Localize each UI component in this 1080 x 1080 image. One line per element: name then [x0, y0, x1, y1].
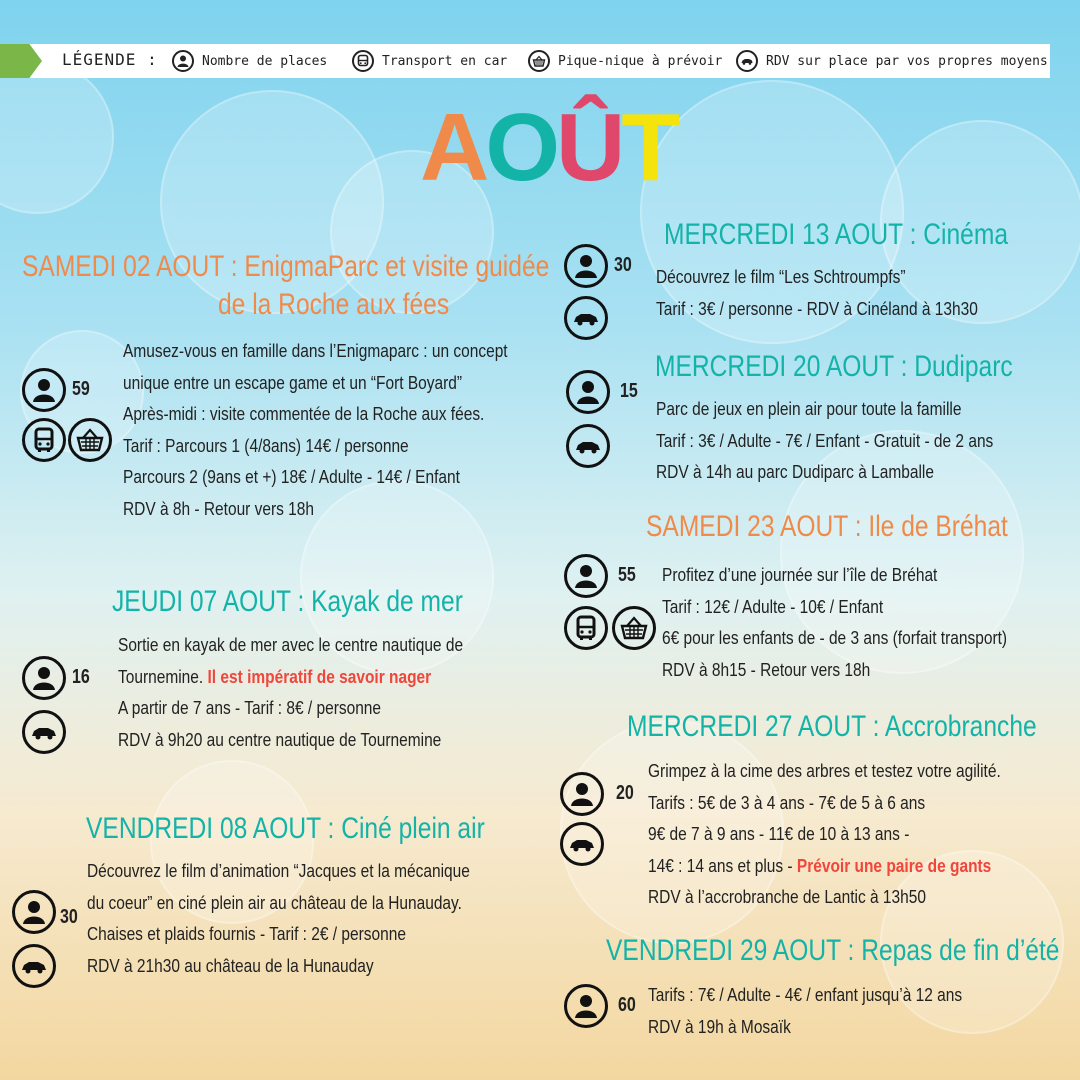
- text-line: RDV à 8h15 - Retour vers 18h: [662, 659, 871, 680]
- bus-icon: [352, 50, 374, 72]
- places-count: 55: [618, 564, 636, 586]
- event-title: JEUDI 07 AOUT : Kayak de mer: [112, 585, 463, 618]
- places-count: 59: [72, 378, 90, 400]
- legend-item-car: [736, 50, 1048, 72]
- text-line: [118, 662, 463, 694]
- car-icon: [736, 50, 758, 72]
- event-title: MERCREDI 27 AOUT : Accrobranche: [627, 710, 1037, 743]
- legend-flag: [0, 44, 42, 78]
- text-line: RDV à 21h30 au château de la Hunauday: [87, 955, 374, 976]
- text-line: [648, 851, 1001, 883]
- month-title: [420, 94, 676, 201]
- legend-item-basket: [528, 50, 722, 72]
- month-letter: Û: [556, 94, 622, 201]
- event-title: SAMEDI 23 AOUT : Ile de Bréhat: [646, 510, 1008, 543]
- person-icon: [560, 772, 604, 816]
- event-description: [662, 560, 1007, 686]
- car-icon: [566, 424, 610, 468]
- legend-label-places: Nombre de places: [202, 53, 328, 69]
- bus-icon: [22, 418, 66, 462]
- text-line: Chaises et plaids fournis - Tarif : 2€ / personne: [87, 924, 406, 944]
- legend-item-places: [172, 50, 327, 72]
- text-line: Tarifs : 7€ / Adulte - 4€ / enfant jusqu’à 12 ans: [648, 985, 963, 1005]
- event-description: [656, 262, 978, 325]
- text-line: Grimpez à la cime des arbres et testez votre agilité.: [648, 761, 1001, 781]
- person-icon: [566, 370, 610, 414]
- event-title: VENDREDI 08 AOUT : Ciné plein air: [86, 812, 485, 845]
- text-line: Tarif : 3€ / Adulte - 7€ / Enfant - Gratuit - de 2 ans: [656, 430, 994, 451]
- places-count: 30: [614, 254, 632, 276]
- text-line: Parc de jeux en plein air pour toute la famille: [656, 399, 962, 419]
- text-line: Amusez-vous en famille dans l’Enigmaparc : un concept: [123, 341, 508, 361]
- person-icon: [564, 554, 608, 598]
- text-line: Découvrez le film “Les Schtroumpfs”: [656, 267, 906, 287]
- text-line: RDV à 14h au parc Dudiparc à Lamballe: [656, 462, 934, 482]
- person-icon: [22, 368, 66, 412]
- text-line: A partir de 7 ans - Tarif : 8€ / personne: [118, 698, 382, 718]
- text-line: RDV à 9h20 au centre nautique de Tournemine: [118, 729, 442, 750]
- places-count: 60: [618, 994, 636, 1016]
- text-line: Tarif : 3€ / personne - RDV à Cinéland à 13h30: [656, 298, 978, 319]
- person-icon: [12, 890, 56, 934]
- event-description: [648, 756, 1001, 914]
- car-icon: [22, 710, 66, 754]
- text-segment: Tournemine.: [118, 666, 208, 687]
- text-line: RDV à 19h à Mosaïk: [648, 1016, 791, 1037]
- places-count: 20: [616, 782, 634, 804]
- person-icon: [564, 244, 608, 288]
- legend-label-bus: Transport en car: [382, 53, 508, 69]
- text-line: Tarif : 12€ / Adulte - 10€ / Enfant: [662, 596, 884, 617]
- event-title-line2: de la Roche aux fées: [218, 288, 450, 321]
- warning-text: Il est impératif de savoir nager: [207, 666, 432, 687]
- text-line: Tarifs : 5€ de 3 à 4 ans - 7€ de 5 à 6 ans: [648, 792, 926, 813]
- places-count: 30: [60, 906, 78, 928]
- event-description: [123, 336, 508, 525]
- person-icon: [172, 50, 194, 72]
- places-count: 15: [620, 380, 638, 402]
- car-icon: [564, 296, 608, 340]
- event-title: SAMEDI 02 AOUT : EnigmaParc et visite guidée: [22, 250, 550, 283]
- event-title: MERCREDI 13 AOUT : Cinéma: [664, 218, 1009, 251]
- legend-title: LÉGENDE :: [62, 50, 158, 69]
- person-icon: [22, 656, 66, 700]
- month-letter: O: [485, 94, 556, 201]
- basket-icon: [612, 606, 656, 650]
- month-letter: A: [420, 94, 486, 201]
- event-title: VENDREDI 29 AOUT : Repas de fin d’été: [606, 934, 1060, 967]
- legend-label-basket: Pique-nique à prévoir: [558, 53, 723, 69]
- text-line: unique entre un escape game et un “Fort Boyard”: [123, 372, 463, 393]
- legend-item-bus: [352, 50, 507, 72]
- text-line: RDV à l’accrobranche de Lantic à 13h50: [648, 887, 926, 907]
- bus-icon: [564, 606, 608, 650]
- event-description: [648, 980, 962, 1043]
- legend-label-car: RDV sur place par vos propres moyens: [766, 53, 1048, 69]
- event-description: [118, 630, 463, 756]
- legend-bar: [0, 44, 1050, 78]
- basket-icon: [68, 418, 112, 462]
- text-line: Profitez d’une journée sur l’île de Bréhat: [662, 565, 938, 585]
- text-line: Après-midi : visite commentée de la Roche aux fées.: [123, 404, 485, 424]
- month-letter: T: [621, 94, 676, 201]
- text-line: 6€ pour les enfants de - de 3 ans (forfait transport): [662, 628, 1008, 648]
- text-line: 9€ de 7 à 9 ans - 11€ de 10 à 13 ans -: [648, 824, 910, 844]
- text-line: RDV à 8h - Retour vers 18h: [123, 498, 315, 519]
- car-icon: [560, 822, 604, 866]
- text-segment: 14€ : 14 ans et plus -: [648, 855, 797, 876]
- event-description: [656, 394, 993, 489]
- event-description: [87, 856, 470, 982]
- car-icon: [12, 944, 56, 988]
- text-line: du coeur” en ciné plein air au château de la Hunauday.: [87, 892, 462, 913]
- places-count: 16: [72, 666, 90, 688]
- event-title: MERCREDI 20 AOUT : Dudiparc: [655, 350, 1013, 383]
- warning-text: Prévoir une paire de gants: [796, 855, 992, 876]
- text-line: Parcours 2 (9ans et +) 18€ / Adulte - 14€ / Enfant: [123, 467, 460, 487]
- text-line: Tarif : Parcours 1 (4/8ans) 14€ / personne: [123, 435, 409, 456]
- text-line: Découvrez le film d’animation “Jacques et la mécanique: [87, 861, 470, 881]
- text-line: Sortie en kayak de mer avec le centre nautique de: [118, 635, 464, 655]
- person-icon: [564, 984, 608, 1028]
- basket-icon: [528, 50, 550, 72]
